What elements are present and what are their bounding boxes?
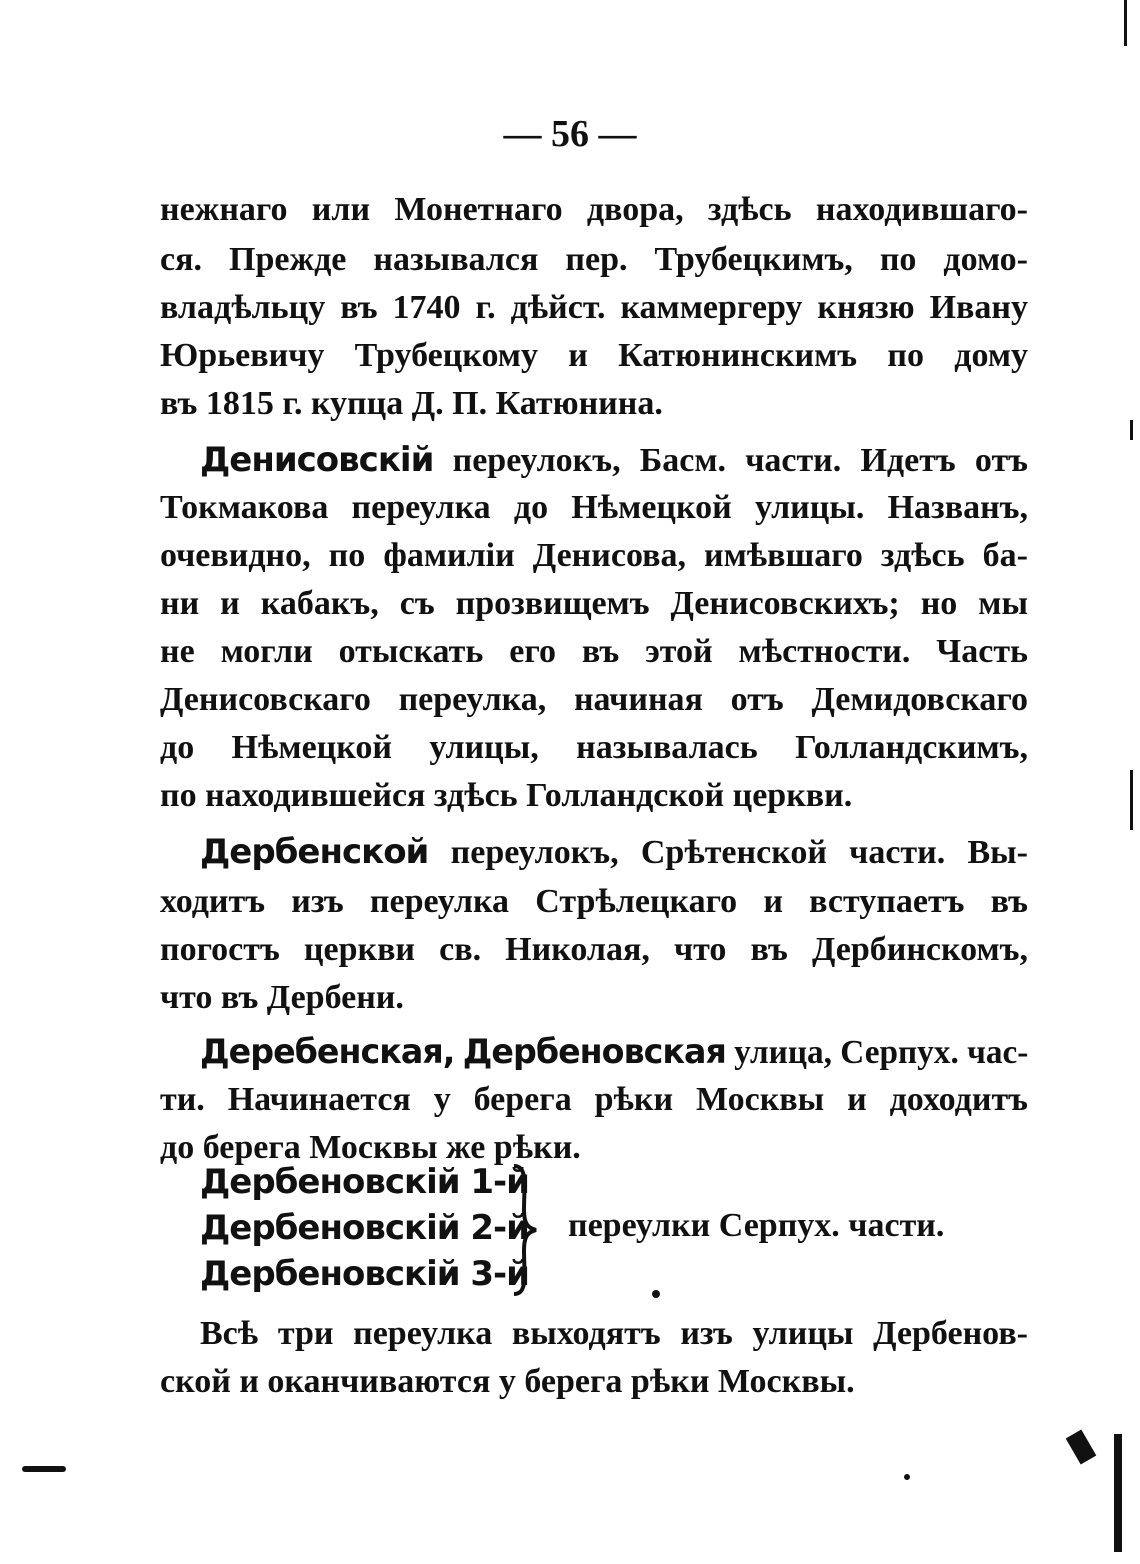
lane-item: Дербеновскій 3-й <box>200 1254 529 1294</box>
text-line: ской и оканчиваются у берега рѣки Москвы. <box>160 1363 855 1400</box>
text-line: въ 1815 г. купца Д. П. Катюнина. <box>160 385 663 422</box>
text-line: по находившейся здѣсь Голландской церкви. <box>160 777 853 814</box>
lane-item: Дербеновскій 1-й <box>200 1162 529 1202</box>
page-number: — 56 — <box>503 113 637 155</box>
entry-text: переулокъ, Срѣтенской части. Вы- <box>450 834 1028 871</box>
scan-artifact <box>1124 0 1127 46</box>
scan-artifact <box>1130 770 1133 830</box>
scan-artifact <box>904 1474 910 1480</box>
lane-note: переулки Серпух. части. <box>568 1207 945 1244</box>
scan-artifact <box>1130 420 1133 440</box>
entry-first-line <box>200 830 1028 875</box>
entry-first-line <box>200 438 1028 483</box>
text-line: нежнаго или Монетнаго двора, здѣсь находившаго- <box>160 191 1028 228</box>
text-line: что въ Дербени. <box>160 979 404 1016</box>
scan-artifact <box>1114 1434 1122 1552</box>
entry-heading: Деребенская, <box>200 1032 455 1072</box>
text-line: Всѣ три переулка выходятъ изъ улицы Дербенов- <box>200 1315 1028 1352</box>
scan-artifact <box>22 1466 66 1472</box>
scan-artifact <box>1066 1430 1097 1465</box>
text-line: Денисовскаго переулка, начиная отъ Демидовскаго <box>160 681 1028 718</box>
text-line: ни и кабакъ, съ прозвищемъ Денисовскихъ; но мы <box>160 585 1028 622</box>
text-line: владѣльцу въ 1740 г. дѣйст. каммергеру князю Ивану <box>160 289 1028 326</box>
entry-heading: Дербеновская <box>462 1032 726 1072</box>
text-line: не могли отыскать его въ этой мѣстности. Часть <box>160 633 1028 670</box>
text-line: погостъ церкви св. Николая, что въ Дербинскомъ, <box>160 931 1028 968</box>
text-line: очевидно, по фамиліи Денисова, имѣвшаго здѣсь ба- <box>160 537 1028 574</box>
curly-brace-icon <box>506 1162 546 1298</box>
lane-item: Дербеновскій 2-й <box>200 1208 529 1248</box>
entry-first-line <box>200 1030 1028 1075</box>
scan-artifact <box>652 1290 660 1298</box>
text-line: Токмакова переулка до Нѣмецкой улицы. Названъ, <box>160 489 1028 526</box>
text-line: ти. Начинается у берега рѣки Москвы и доходитъ <box>160 1081 1028 1118</box>
entry-text: улица, Серпух. час- <box>734 1034 1028 1071</box>
text-line: ся. Прежде назывался пер. Трубецкимъ, по домо- <box>160 241 1028 278</box>
text-line: до берега Москвы же рѣки. <box>160 1129 581 1166</box>
entry-heading: Денисовскій <box>200 440 434 480</box>
text-line: до Нѣмецкой улицы, называлась Голландскимъ, <box>160 729 1028 766</box>
entry-text: переулокъ, Басм. части. Идетъ отъ <box>452 442 1028 479</box>
entry-heading: Дербенской <box>200 832 429 872</box>
text-line: Юрьевичу Трубецкому и Катюнинскимъ по дому <box>160 337 1028 374</box>
text-line: ходитъ изъ переулка Стрѣлецкаго и вступаетъ въ <box>160 883 1028 920</box>
